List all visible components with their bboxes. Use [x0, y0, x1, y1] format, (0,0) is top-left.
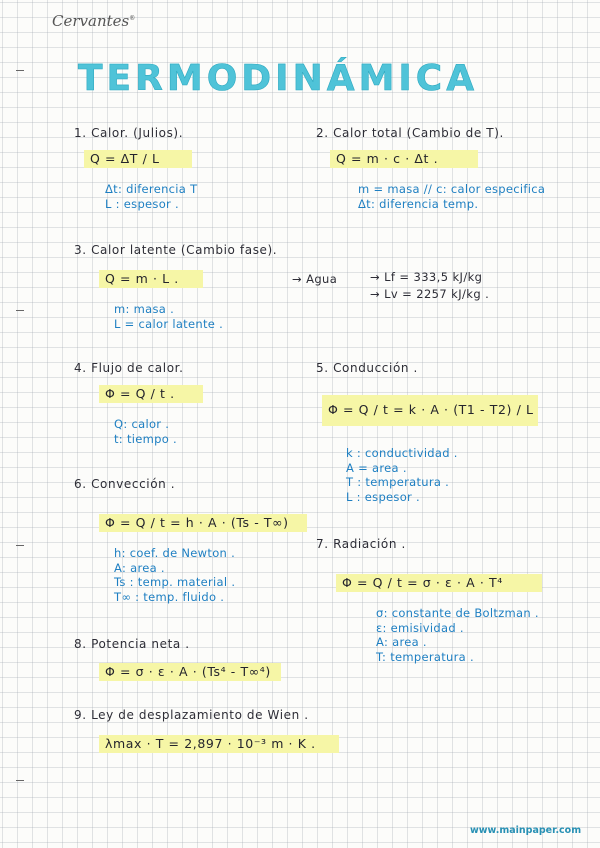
section-6-heading: 6. Convección . — [74, 477, 176, 491]
definition: m: masa . — [114, 302, 175, 316]
section-9-heading: 9. Ley de desplazamiento de Wien . — [74, 708, 309, 722]
margin-mark — [16, 70, 24, 71]
page-title: TERMODINÁMICA — [78, 58, 479, 99]
section-8-formula: Φ = σ · ε · A · (Ts⁴ - T∞⁴) — [99, 663, 281, 681]
section-7-definitions — [376, 606, 539, 664]
definition: Δt: diferencia T — [105, 182, 198, 196]
definition: ε: emisividad . — [376, 620, 464, 635]
section-9-formula: λmax · T = 2,897 · 10⁻³ m · K . — [99, 735, 339, 753]
section-1-formula: Q = ΔT / L — [84, 150, 192, 168]
section-5-formula: Φ = Q / t = k · A · (T1 - T2) / L — [322, 395, 538, 426]
section-3-definitions — [114, 302, 223, 331]
definition: A: area . — [376, 635, 427, 649]
water-vaporization: → Lv = 2257 kJ/kg . — [370, 287, 490, 301]
section-2-definitions — [358, 182, 545, 211]
water-label: → Agua — [292, 272, 338, 286]
section-7-heading: 7. Radiación . — [316, 537, 406, 551]
brand-name: Cervantes — [52, 12, 130, 30]
section-3-formula: Q = m · L . — [99, 270, 203, 288]
section-8-heading: 8. Potencia neta . — [74, 637, 190, 651]
section-2-formula: Q = m · c · Δt . — [330, 150, 478, 168]
definition: Ts : temp. material . — [114, 575, 236, 589]
section-4-heading: 4. Flujo de calor. — [74, 361, 184, 375]
brand-reg: ® — [129, 15, 136, 22]
brand-logo — [52, 12, 135, 30]
section-5-heading: 5. Conducción . — [316, 361, 418, 375]
definition: k : conductividad . — [346, 446, 458, 460]
definition: σ: constante de Boltzman . — [376, 606, 539, 620]
definition: T : temperatura . — [346, 475, 450, 489]
footer-url: www.mainpaper.com — [470, 825, 582, 836]
definition: m = masa // c: calor especifica — [358, 182, 546, 196]
definition: A = area . — [346, 460, 407, 475]
definition: T∞ : temp. fluido . — [114, 589, 225, 604]
section-7-formula: Φ = Q / t = σ · ε · A · T⁴ — [336, 574, 542, 592]
definition: Δt: diferencia temp. — [358, 196, 479, 211]
section-5-definitions — [346, 446, 458, 504]
section-4-definitions — [114, 417, 177, 446]
margin-mark — [16, 545, 24, 546]
definition: t: tiempo . — [114, 431, 177, 446]
margin-mark — [16, 310, 24, 311]
definition: L = calor latente . — [114, 316, 224, 331]
definition: L : espesor . — [105, 196, 180, 211]
definition: T: temperatura . — [376, 649, 474, 664]
definition: A: area . — [114, 560, 165, 575]
section-2-heading: 2. Calor total (Cambio de T). — [316, 126, 504, 140]
definition: h: coef. de Newton . — [114, 546, 236, 560]
section-1-definitions — [105, 182, 197, 211]
section-6-definitions — [114, 546, 235, 604]
definition: L : espesor . — [346, 489, 421, 504]
section-4-formula: Φ = Q / t . — [99, 385, 203, 403]
water-fusion: → Lf = 333,5 kJ/kg — [370, 270, 483, 284]
margin-mark — [16, 780, 24, 781]
section-6-formula: Φ = Q / t = h · A · (Ts - T∞) — [99, 514, 307, 532]
section-3-heading: 3. Calor latente (Cambio fase). — [74, 243, 278, 257]
section-1-heading: 1. Calor. (Julios). — [74, 126, 184, 140]
definition: Q: calor . — [114, 417, 170, 431]
